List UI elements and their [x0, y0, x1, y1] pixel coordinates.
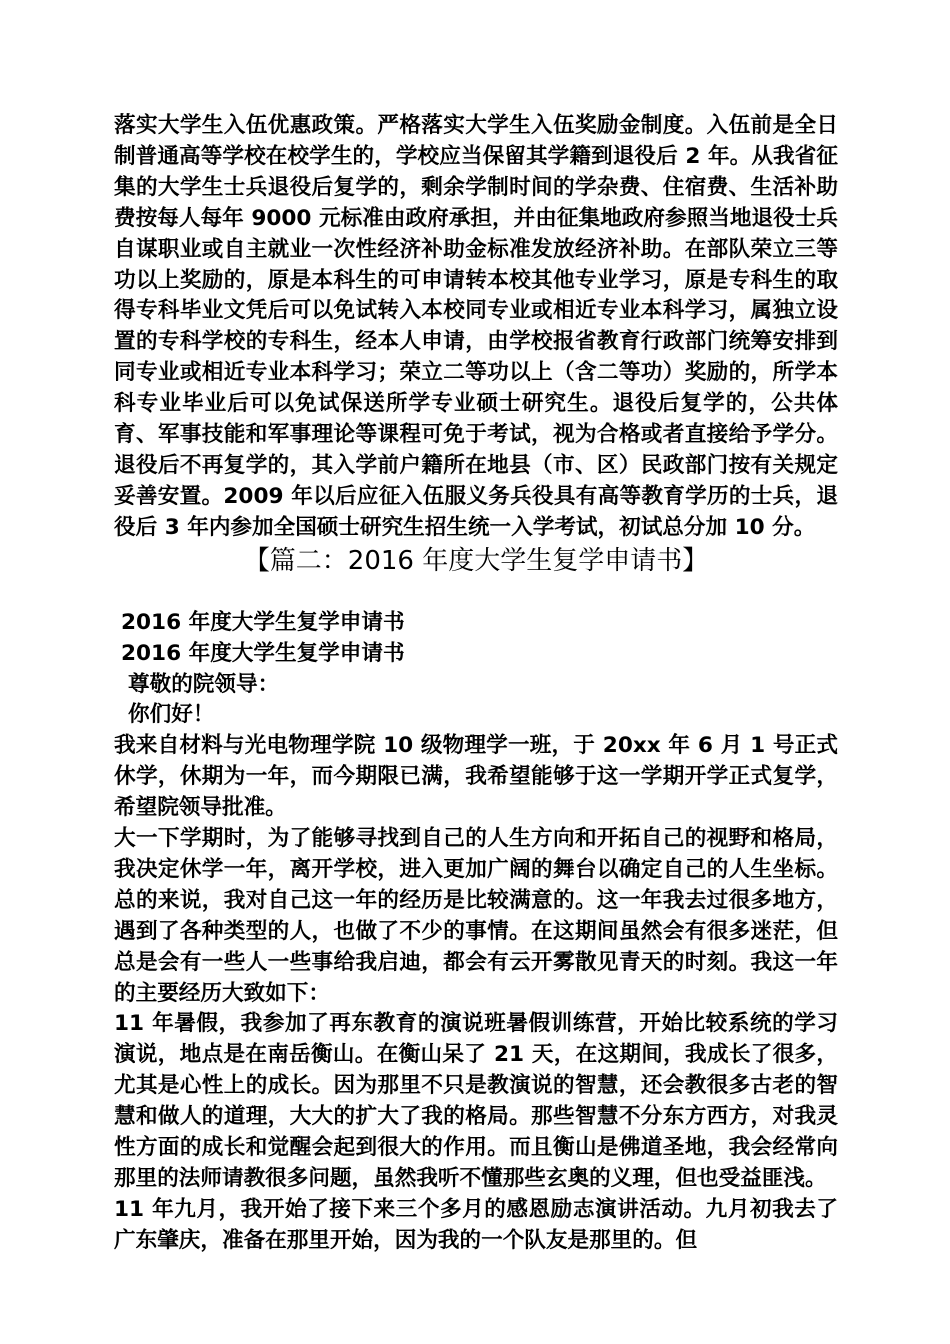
document-title-1: 2016 年度大学生复学申请书 [121, 609, 405, 635]
body-paragraph-2: 大一下学期时，为了能够寻找到自己的人生方向和开拓自己的视野和格局，我决定休学一年，离开学校，进入更加广阔的舞台以确定自己的人生坐标。总的来说，我对自己这一年的经历是比较满意的。这一年我去过很多地方，遇到了各种类型的人，也做了不少的事情。在这期间虽然会有很多迷茫，但总是会有一些人一些事给我启迪，都会有云开雾散见青天的时刻。我这一年的主要经历大致如下： [114, 826, 838, 1006]
section-heading: 【篇二：2016 年度大学生复学申请书】 [243, 545, 709, 576]
document-page [114, 111, 838, 1257]
salutation: 尊敬的院领导： [128, 671, 280, 697]
greeting: 你们好！ [128, 702, 215, 728]
body-paragraph-4: 11 年九月，我开始了接下来三个多月的感恩励志演讲活动。九月初我去了广东肇庆，准备在那里开始，因为我的一个队友是那里的。但 [114, 1196, 838, 1253]
document-title-2: 2016 年度大学生复学申请书 [121, 640, 405, 666]
body-paragraph-1: 我来自材料与光电物理学院 10 级物理学一班，于 20xx 年 6 月 1 号正式休学，休期为一年，而今期限已满，我希望能够于这一学期开学正式复学，希望院领导批准。 [114, 733, 838, 821]
intro-paragraph: 落实大学生入伍优惠政策。严格落实大学生入伍奖励金制度。入伍前是全日制普通高等学校在校学生的，学校应当保留其学籍到退役后 2 年。从我省征集的大学生士兵退役后复学的，剩余学制时间的学杂费、住宿费、生活补助费按每人每年 9000 元标准由政府承担，并由征集地政府参照当地退役士兵自谋职业或自主就业一次性经济补助金标准发放经济补助。在部队荣立三等功以上奖励的，原是本科生的可申请转本校其他专业学习，原是专科生的取得专科毕业文凭后可以免试转入本校同专业或相近专业本科学习，属独立设置的专科学校的专科生，经本人申请，由学校报省教育行政部门统筹安排到同专业或相近专业本科学习；荣立二等功以上（含二等功）奖励的，所学本科专业毕业后可以免试保送所学专业硕士研究生。退役后复学的，公共体育、军事技能和军事理论等课程可免于考试，视为合格或者直接给予学分。退役后不再复学的，其入学前户籍所在地县（市、区）民政部门按有关规定妥善安置。2009 年以后应征入伍服义务兵役具有高等教育学历的士兵，退役后 3 年内参加全国硕士研究生招生统一入学考试，初试总分加 10 分。 [114, 113, 838, 540]
body-paragraph-3: 11 年暑假，我参加了再东教育的演说班暑假训练营，开始比较系统的学习演说，地点是在南岳衡山。在衡山呆了 21 天，在这期间，我成长了很多，尤其是心性上的成长。因为那里不只是教演说的智慧，还会教很多古老的智慧和做人的道理，大大的扩大了我的格局。那些智慧不分东方西方，对我灵性方面的成长和觉醒会起到很大的作用。而且衡山是佛道圣地，我会经常向那里的法师请教很多问题，虽然我听不懂那些玄奥的义理，但也受益匪浅。 [114, 1011, 838, 1191]
